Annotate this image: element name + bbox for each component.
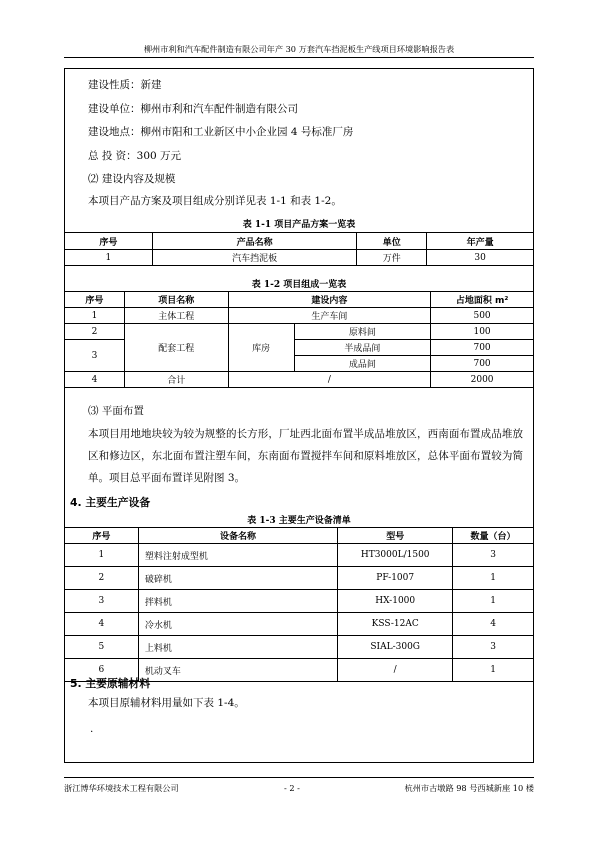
table-cell: 2000 [431, 372, 534, 388]
table-cell: 4 [65, 372, 125, 388]
table-cell: 万件 [357, 250, 427, 266]
construction-nature: 建设性质：新建 [88, 79, 162, 91]
table-cell: HT3000L/1500 [338, 544, 453, 567]
header-rule [64, 57, 534, 58]
table-header-row [65, 292, 534, 308]
table-cell: 100 [431, 324, 534, 340]
table-cell: 2 [65, 567, 139, 590]
table-cell: 1 [65, 544, 139, 567]
table-row [65, 324, 534, 340]
page-header: 柳州市利和汽车配件制造有限公司年产 30 万套汽车挡泥板生产线项目环境影响报告表 [143, 44, 455, 54]
table-cell: 半成品间 [294, 340, 431, 356]
col-header: 产品名称 [152, 233, 357, 250]
table-cell: 拌料机 [138, 590, 337, 613]
subsection-content-scale: ⑵ 建设内容及规模 [88, 173, 176, 185]
table-cell: 塑料注射成型机 [138, 544, 337, 567]
section-materials: 5. 主要原辅材料 [70, 677, 151, 690]
table-cell: 原料间 [294, 324, 431, 340]
table-cell: 冷水机 [138, 613, 337, 636]
table-cell: 500 [431, 308, 534, 324]
stray-dot: . [90, 723, 94, 735]
table-cell: / [228, 372, 431, 388]
table-row [65, 544, 534, 567]
table-row [65, 613, 534, 636]
table-cell: KSS-12AC [338, 613, 453, 636]
table-cell: 成品间 [294, 356, 431, 372]
table-cell: 破碎机 [138, 567, 337, 590]
table-cell: 3 [453, 544, 534, 567]
table-cell: 上料机 [138, 636, 337, 659]
table-cell: 库房 [228, 324, 294, 372]
table-cell: 700 [431, 356, 534, 372]
total-investment: 总 投 资：300 万元 [88, 150, 182, 162]
table-cell: 30 [427, 250, 534, 266]
table-row [65, 250, 534, 266]
construction-location: 建设地点：柳州市阳和工业新区中小企业园 4 号标准厂房 [88, 126, 354, 138]
table-cell: 4 [453, 613, 534, 636]
table-cell: 2 [65, 324, 125, 340]
layout-paragraph: 本项目用地地块较为较为规整的长方形，厂址西北面布置半成品堆放区，西南面布置成品堆放区和修边区，东北面布置注塑车间，东南面布置搅拌车间和原料堆放区，总体平面布置较为简单。项目总平面布置详见附图 3。 [88, 428, 523, 484]
table-cell: 1 [65, 308, 125, 324]
section-equipment: 4. 主要生产设备 [70, 496, 151, 509]
table2-caption: 表 1-2 项目组成一览表 [251, 280, 347, 290]
footer-rule [64, 777, 534, 778]
table-cell: 1 [453, 590, 534, 613]
col-header: 序号 [65, 528, 139, 544]
tables-intro: 本项目产品方案及项目组成分别详见表 1-1 和表 1-2。 [88, 195, 342, 207]
table-cell: 生产车间 [228, 308, 431, 324]
table-row [65, 567, 534, 590]
table3-caption: 表 1-3 主要生产设备清单 [247, 516, 351, 526]
col-header: 项目名称 [124, 292, 228, 308]
composition-table [64, 291, 534, 388]
table-cell: 6 [65, 659, 139, 682]
construction-unit: 建设单位：柳州市利和汽车配件制造有限公司 [88, 103, 298, 115]
col-header: 数量（台） [453, 528, 534, 544]
col-header: 单位 [357, 233, 427, 250]
table-cell: 3 [65, 590, 139, 613]
table-cell: 1 [453, 567, 534, 590]
table-cell: 主体工程 [124, 308, 228, 324]
col-header: 型号 [338, 528, 453, 544]
table-cell: 4 [65, 613, 139, 636]
table-cell: 合计 [124, 372, 228, 388]
col-header: 占地面积 m² [431, 292, 534, 308]
table-header-row [65, 528, 534, 544]
col-header: 建设内容 [228, 292, 431, 308]
table-cell: 机动叉车 [138, 659, 337, 682]
subsection-layout: ⑶ 平面布置 [88, 405, 144, 417]
materials-intro: 本项目原辅材料用量如下表 1-4。 [88, 697, 245, 709]
table-row [65, 372, 534, 388]
table-cell: 3 [65, 340, 125, 372]
table-cell: HX-1000 [338, 590, 453, 613]
col-header: 序号 [65, 292, 125, 308]
table-row [65, 308, 534, 324]
table-header-row [65, 233, 534, 250]
footer-company: 浙江博华环境技术工程有限公司 [64, 783, 179, 793]
footer-address: 杭州市古墩路 98 号西城新座 10 楼 [404, 783, 534, 793]
col-header: 序号 [65, 233, 153, 250]
table-cell: / [338, 659, 453, 682]
table-row [65, 636, 534, 659]
table-cell: 700 [431, 340, 534, 356]
equipment-table [64, 527, 534, 682]
table-cell: SIAL-300G [338, 636, 453, 659]
table-cell: 1 [65, 250, 153, 266]
table-cell: 汽车挡泥板 [152, 250, 357, 266]
table-cell: 1 [453, 659, 534, 682]
table-cell: 配套工程 [124, 324, 228, 372]
col-header: 年产量 [427, 233, 534, 250]
table-cell: 3 [453, 636, 534, 659]
product-table [64, 232, 534, 266]
table-row [65, 590, 534, 613]
table1-caption: 表 1-1 项目产品方案一览表 [242, 220, 356, 230]
table-cell: 5 [65, 636, 139, 659]
table-cell: PF-1007 [338, 567, 453, 590]
col-header: 设备名称 [138, 528, 337, 544]
page-number: - 2 - [284, 783, 300, 793]
